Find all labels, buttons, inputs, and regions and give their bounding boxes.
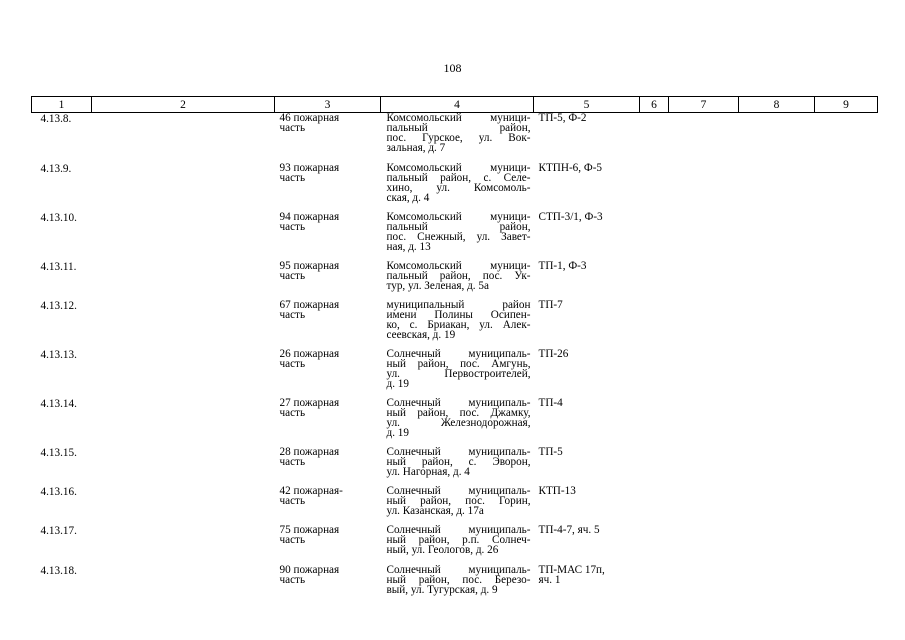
column-7-cell (669, 300, 739, 349)
address-line: имени Полины Осипен- (386, 308, 531, 321)
column-6-cell (640, 113, 669, 163)
address-line: Комсомольский муници- (386, 259, 531, 272)
address-line: ный, ул. Геологов, д. 26 (386, 543, 499, 556)
fire-unit-line: часть (279, 406, 306, 419)
column-2-cell (92, 486, 275, 525)
column-header-4: 4 (381, 97, 534, 113)
address-cell (381, 113, 534, 163)
column-2-cell (92, 163, 275, 212)
column-6-cell (640, 447, 669, 486)
fire-unit-cell (275, 212, 381, 261)
address-line: Солнечный муниципаль- (386, 396, 531, 409)
column-9-cell (815, 349, 878, 398)
substation-cell (534, 565, 640, 611)
column-2-cell (92, 300, 275, 349)
column-2-cell (92, 349, 275, 398)
column-8-cell (739, 349, 815, 398)
item-number: 4.13.12. (40, 299, 77, 312)
column-6-cell (640, 349, 669, 398)
address-cell (381, 447, 534, 486)
fire-unit-line: 26 пожарная (279, 347, 340, 360)
fire-unit-cell (275, 565, 381, 611)
fire-unit-line: 27 пожарная (279, 396, 340, 409)
column-2-cell (92, 398, 275, 447)
column-2-cell (92, 525, 275, 565)
column-8-cell (739, 486, 815, 525)
column-header-2: 2 (92, 97, 275, 113)
table-row (32, 261, 878, 300)
column-6-cell (640, 300, 669, 349)
address-line: Солнечный муниципаль- (386, 445, 531, 458)
fire-unit-line: часть (279, 357, 306, 370)
substation-line: ТП-4 (538, 396, 563, 409)
address-line: ко, с. Бриакан, ул. Алек- (386, 318, 531, 331)
address-cell (381, 163, 534, 212)
fire-unit-cell (275, 398, 381, 447)
column-9-cell (815, 300, 878, 349)
fire-unit-line: 28 пожарная (279, 445, 340, 458)
document-table (31, 96, 878, 611)
fire-unit-line: часть (279, 308, 306, 321)
substation-line: КТП-13 (538, 484, 576, 497)
fire-unit-line: 90 пожарная (279, 563, 340, 576)
address-line: пальный район, с. Селе- (386, 171, 531, 184)
address-line: ул. Железнодорожная, (386, 416, 531, 429)
item-number: 4.13.17. (40, 524, 77, 537)
column-7-cell (669, 349, 739, 398)
column-6-cell (640, 212, 669, 261)
address-cell (381, 398, 534, 447)
address-line: зальная, д. 7 (386, 142, 446, 154)
column-header-8: 8 (739, 97, 815, 113)
table-row (32, 300, 878, 349)
column-7-cell (669, 163, 739, 212)
fire-unit-cell (275, 300, 381, 349)
address-line: хино, ул. Комсомоль- (386, 181, 531, 194)
substation-cell (534, 300, 640, 349)
address-line: ный район, р.п. Солнеч- (386, 533, 531, 546)
column-8-cell (739, 565, 815, 611)
table-row (32, 486, 878, 525)
substation-cell (534, 261, 640, 300)
fire-unit-line: часть (279, 269, 306, 282)
table-row (32, 525, 878, 565)
fire-unit-line: часть (279, 171, 306, 184)
address-cell (381, 261, 534, 300)
substation-cell (534, 163, 640, 212)
column-9-cell (815, 212, 878, 261)
fire-unit-line: часть (279, 220, 306, 233)
fire-unit-line: часть (279, 533, 306, 546)
item-number: 4.13.9. (40, 162, 72, 175)
substation-line: ТП-5 (538, 445, 563, 458)
address-line: ный район, пос. Джамку, (386, 406, 531, 419)
address-line: д. 19 (386, 426, 409, 439)
substation-cell (534, 349, 640, 398)
address-line: д. 19 (386, 377, 409, 390)
address-line: сеевская, д. 19 (386, 328, 456, 341)
fire-unit-cell (275, 447, 381, 486)
address-cell (381, 565, 534, 611)
column-6-cell (640, 163, 669, 212)
table-row (32, 565, 878, 611)
address-cell (381, 300, 534, 349)
address-line: ул. Первостроителей, (386, 367, 531, 380)
address-line: Солнечный муниципаль- (386, 484, 531, 497)
fire-unit-line: 93 пожарная (279, 161, 340, 174)
column-8-cell (739, 525, 815, 565)
column-8-cell (739, 398, 815, 447)
column-7-cell (669, 447, 739, 486)
fire-unit-line: 95 пожарная (279, 259, 340, 272)
address-line: ный район, пос. Березо- (386, 573, 531, 586)
column-7-cell (669, 212, 739, 261)
fire-unit-line: часть (279, 455, 306, 468)
column-9-cell (815, 163, 878, 212)
column-header-9: 9 (815, 97, 878, 113)
fire-unit-cell (275, 163, 381, 212)
item-number: 4.13.8. (40, 113, 72, 125)
substation-cell (534, 486, 640, 525)
column-7-cell (669, 113, 739, 163)
table-row (32, 398, 878, 447)
table-row (32, 113, 878, 163)
address-line: Солнечный муниципаль- (386, 523, 531, 536)
column-7-cell (669, 261, 739, 300)
column-2-cell (92, 447, 275, 486)
substation-cell (534, 212, 640, 261)
column-9-cell (815, 113, 878, 163)
column-9-cell (815, 486, 878, 525)
address-line: пальный район, пос. Ук- (386, 269, 531, 282)
address-cell (381, 349, 534, 398)
substation-line: яч. 1 (538, 573, 561, 586)
column-9-cell (815, 565, 878, 611)
table-row (32, 447, 878, 486)
fire-unit-line: часть (279, 494, 306, 507)
fire-unit-line: 75 пожарная (279, 523, 340, 536)
address-line: ская, д. 4 (386, 191, 430, 204)
address-line: ул. Казанская, д. 17а (386, 504, 484, 517)
address-line: ул. Нагорная, д. 4 (386, 465, 470, 478)
column-6-cell (640, 261, 669, 300)
address-line: ный район, пос. Горин, (386, 494, 531, 507)
column-7-cell (669, 486, 739, 525)
address-line: пальный район, (386, 122, 531, 134)
table-row (32, 349, 878, 398)
column-9-cell (815, 447, 878, 486)
address-line: пос. Снежный, ул. Завет- (386, 230, 531, 243)
address-line: ный район, с. Эворон, (386, 455, 531, 468)
table-body (32, 113, 878, 611)
column-8-cell (739, 261, 815, 300)
column-7-cell (669, 525, 739, 565)
table-row (32, 212, 878, 261)
column-9-cell (815, 398, 878, 447)
item-number: 4.13.18. (40, 564, 77, 577)
column-6-cell (640, 565, 669, 611)
column-6-cell (640, 398, 669, 447)
address-line: пос. Гурское, ул. Вок- (386, 132, 531, 144)
item-number: 4.13.14. (40, 397, 77, 410)
column-6-cell (640, 525, 669, 565)
column-header-5: 5 (534, 97, 640, 113)
column-2-cell (92, 565, 275, 611)
fire-unit-line: 46 пожарная (279, 112, 340, 124)
fire-unit-line: часть (279, 122, 306, 134)
fire-unit-line: 67 пожарная (279, 298, 340, 311)
fire-unit-cell (275, 261, 381, 300)
address-line: муниципальный район (386, 298, 531, 311)
substation-line: ТП-4-7, яч. 5 (538, 523, 600, 536)
item-number: 4.13.13. (40, 348, 77, 361)
address-line: Комсомольский муници- (386, 161, 531, 174)
address-line: ная, д. 13 (386, 240, 431, 253)
substation-line: ТП-26 (538, 347, 569, 360)
substation-line: ТП-МАС 17п, (538, 563, 605, 576)
column-2-cell (92, 261, 275, 300)
address-line: Комсомольский муници- (386, 210, 531, 223)
substation-cell (534, 113, 640, 163)
address-line: ный район, пос. Амгунь, (386, 357, 531, 370)
address-cell (381, 212, 534, 261)
item-number: 4.13.16. (40, 485, 77, 498)
column-header-7: 7 (669, 97, 739, 113)
item-number: 4.13.11. (40, 260, 77, 273)
column-6-cell (640, 486, 669, 525)
column-7-cell (669, 398, 739, 447)
fire-unit-cell (275, 486, 381, 525)
column-header-3: 3 (275, 97, 381, 113)
item-number: 4.13.15. (40, 446, 77, 459)
column-2-cell (92, 212, 275, 261)
address-cell (381, 486, 534, 525)
column-9-cell (815, 525, 878, 565)
address-line: пальный район, (386, 220, 531, 233)
fire-unit-line: 42 пожарная- (279, 484, 343, 497)
substation-line: СТП-3/1, Ф-3 (538, 210, 603, 223)
address-line: Солнечный муниципаль- (386, 347, 531, 360)
substation-line: ТП-7 (538, 298, 563, 311)
fire-unit-line: 94 пожарная (279, 210, 340, 223)
address-line: вый, ул. Тугурская, д. 9 (386, 583, 498, 596)
substation-cell (534, 447, 640, 486)
column-8-cell (739, 447, 815, 486)
column-8-cell (739, 212, 815, 261)
page-number: 108 (443, 61, 462, 75)
substation-line: ТП-5, Ф-2 (538, 112, 587, 124)
substation-cell (534, 525, 640, 565)
column-8-cell (739, 300, 815, 349)
fire-unit-cell (275, 349, 381, 398)
column-2-cell (92, 113, 275, 163)
substation-line: КТПН-6, Ф-5 (538, 161, 603, 174)
fire-unit-cell (275, 525, 381, 565)
column-header-1: 1 (32, 97, 92, 113)
address-cell (381, 525, 534, 565)
item-number: 4.13.10. (40, 211, 77, 224)
address-line: Солнечный муниципаль- (386, 563, 531, 576)
column-9-cell (815, 261, 878, 300)
substation-cell (534, 398, 640, 447)
fire-unit-cell (275, 113, 381, 163)
address-line: Комсомольский муници- (386, 112, 531, 124)
column-7-cell (669, 565, 739, 611)
column-8-cell (739, 113, 815, 163)
table-row (32, 163, 878, 212)
address-line: тур, ул. Зеленая, д. 5а (386, 279, 489, 292)
fire-unit-line: часть (279, 573, 306, 586)
column-header-6: 6 (640, 97, 669, 113)
column-8-cell (739, 163, 815, 212)
substation-line: ТП-1, Ф-3 (538, 259, 587, 272)
header-row (32, 97, 878, 113)
